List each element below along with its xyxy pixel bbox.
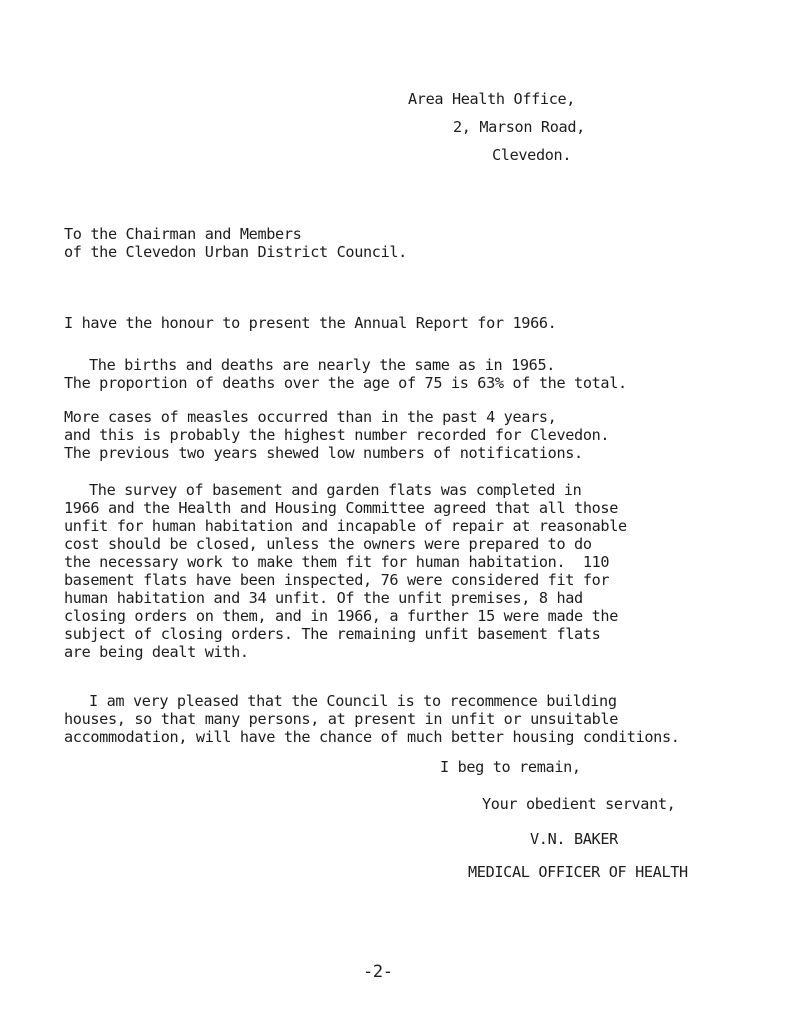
paragraph-line: houses, so that many persons, at present in unfit or unsuitable (64, 710, 619, 728)
paragraph-line: and this is probably the highest number recorded for Clevedon. (64, 426, 610, 444)
paragraph-5 (64, 692, 680, 746)
paragraph-3 (64, 408, 609, 462)
recipient-line-1: To the Chairman and Members (64, 225, 302, 243)
paragraph-line: More cases of measles occurred than in the past 4 years, (64, 408, 557, 426)
paragraph-line: The proportion of deaths over the age of 75 is 63% of the total. (64, 374, 627, 392)
paragraph-line: are being dealt with. (64, 643, 249, 661)
closing-line-2: Your obedient servant, (482, 795, 676, 813)
paragraph-line: I have the honour to present the Annual Report for 1966. (64, 314, 557, 332)
paragraph-line: accommodation, will have the chance of much better housing conditions. (64, 728, 680, 746)
closing-line-1: I beg to remain, (440, 758, 581, 776)
paragraph-line: the necessary work to make them fit for human habitation. 110 (64, 553, 610, 571)
paragraph-line: basement flats have been inspected, 76 were considered fit for (64, 571, 610, 589)
paragraph-line: 1966 and the Health and Housing Committee agreed that all those (64, 499, 619, 517)
recipient-line-2: of the Clevedon Urban District Council. (64, 243, 407, 261)
paragraph-line: The survey of basement and garden flats was completed in (89, 481, 582, 499)
address-line-1: Area Health Office, (408, 90, 576, 108)
paragraph-line: subject of closing orders. The remaining unfit basement flats (64, 625, 601, 643)
paragraph-line: cost should be closed, unless the owners were prepared to do (64, 535, 592, 553)
paragraph-2 (64, 356, 627, 392)
address-line-2: 2, Marson Road, (453, 118, 585, 136)
signature-name: V.N. BAKER (530, 830, 618, 848)
paragraph-4 (64, 481, 627, 661)
paragraph-line: The previous two years shewed low numbers of notifications. (64, 444, 583, 462)
paragraph-line: The births and deaths are nearly the same as in 1965. (89, 356, 556, 374)
page-number: -2- (363, 962, 393, 982)
paragraph-line: I am very pleased that the Council is to recommence building (89, 692, 617, 710)
paragraph-line: human habitation and 34 unfit. Of the unfit premises, 8 had (64, 589, 583, 607)
paragraph-1 (64, 314, 556, 332)
paragraph-line: closing orders on them, and in 1966, a further 15 were made the (64, 607, 619, 625)
address-line-3: Clevedon. (492, 146, 572, 164)
signatory-title: MEDICAL OFFICER OF HEALTH (468, 863, 688, 881)
paragraph-line: unfit for human habitation and incapable of repair at reasonable (64, 517, 627, 535)
